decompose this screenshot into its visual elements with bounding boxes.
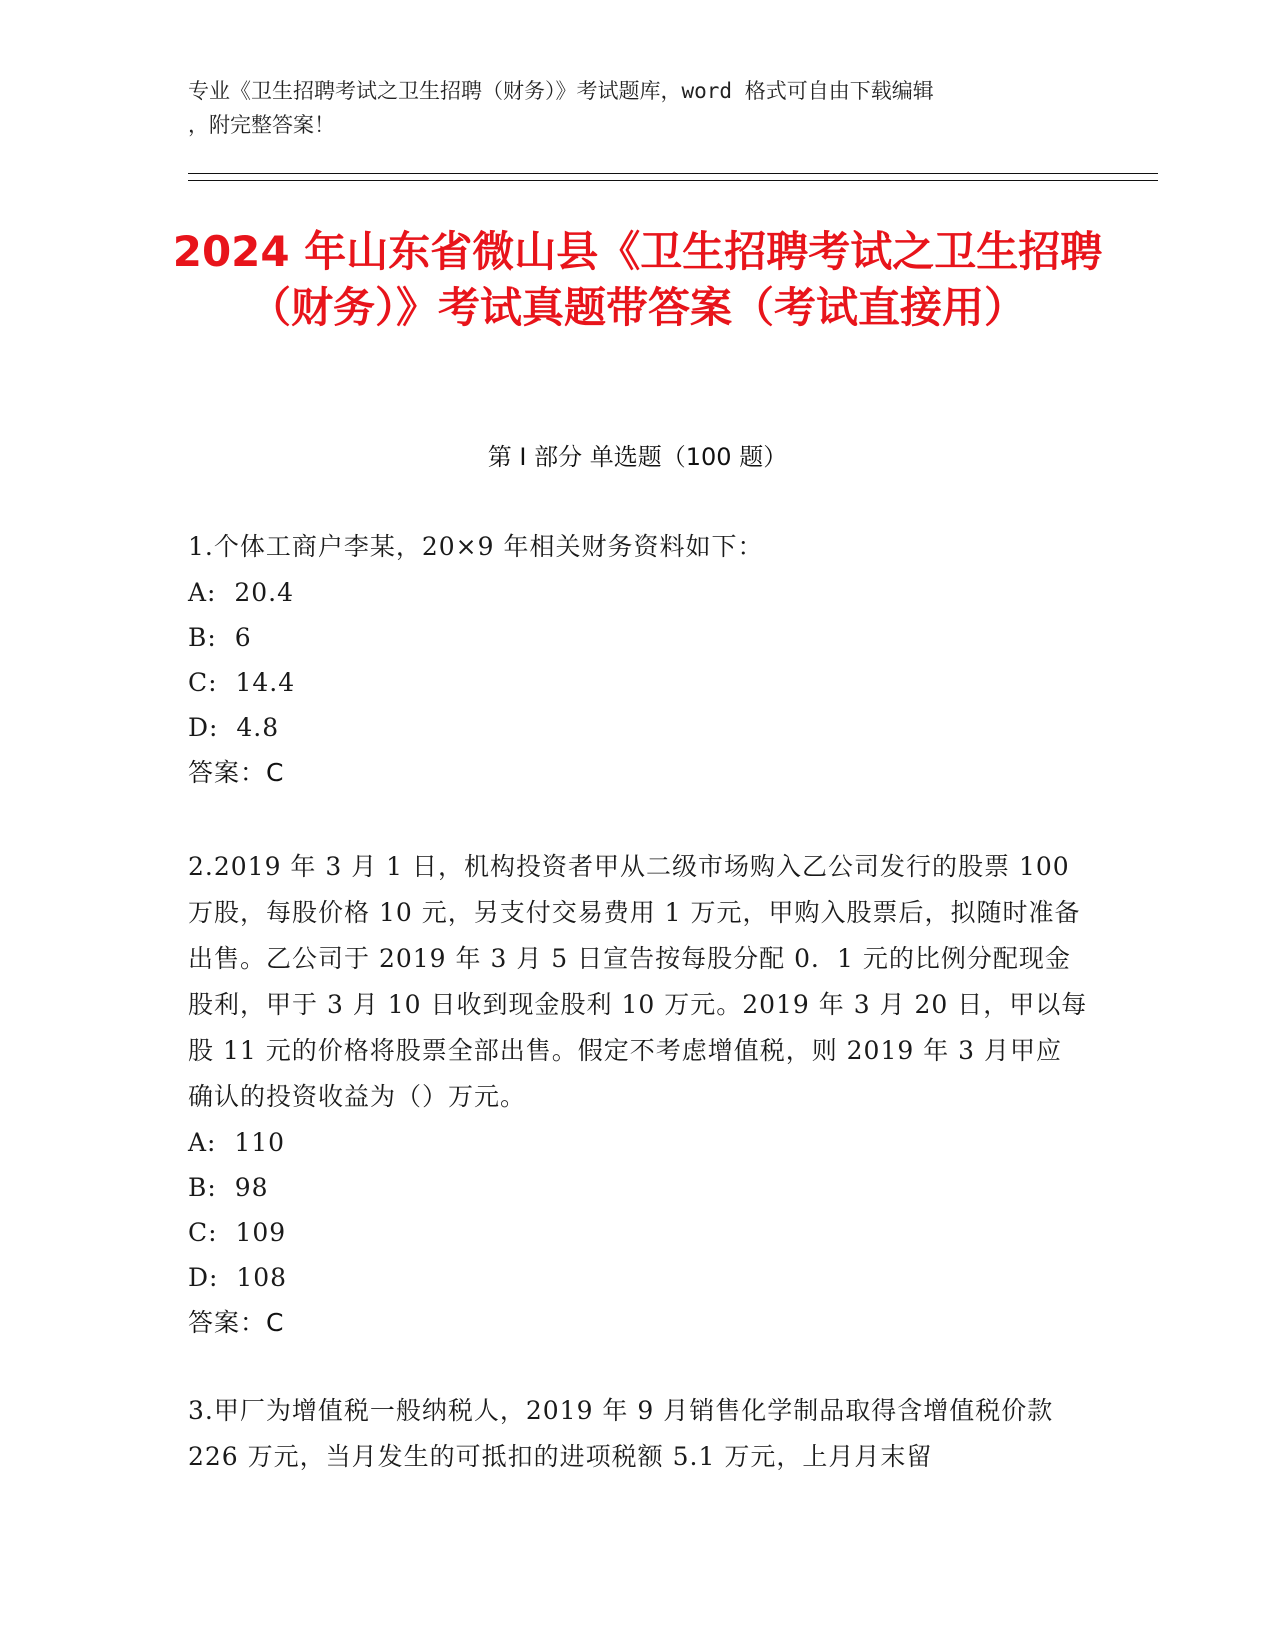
header-note-line-1: 专业《卫生招聘考试之卫生招聘（财务）》考试题库，word 格式可自由下载编辑 [188, 79, 934, 103]
question-1 [188, 524, 1088, 796]
header-note-line-2: ，附完整答案！ [188, 113, 335, 137]
option-b: B: 98 [188, 1173, 269, 1202]
question-stem: 1.个体工商户李某，20×9 年相关财务资料如下： [188, 532, 764, 561]
option-d: D: 4.8 [188, 713, 280, 742]
header-note [188, 74, 1068, 142]
question-stem: 3.甲厂为增值税一般纳税人，2019 年 9 月销售化学制品取得含增值税价款 226 万元，当月发生的可抵扣的进项税额 5.1 万元，上月月末留 [188, 1396, 1054, 1471]
answer-line: 答案：C [188, 758, 285, 787]
header-divider-top [188, 173, 1158, 174]
question-2 [188, 844, 1088, 1346]
option-a: A: 110 [188, 1128, 286, 1157]
option-d: D: 108 [188, 1263, 288, 1292]
option-b: B: 6 [188, 623, 252, 652]
option-c: C: 109 [188, 1218, 287, 1247]
document-title: 2024 年山东省微山县《卫生招聘考试之卫生招聘（财务）》考试真题带答案（考试直接用） [172, 227, 1103, 332]
question-stem: 2.2019 年 3 月 1 日，机构投资者甲从二级市场购入乙公司发行的股票 100 万股，每股价格 10 元，另支付交易费用 1 万元，甲购入股票后，拟随时准备出售。乙公司于 2019 年 3 月 5 日宣告按每股分配 0．1 元的比例分配现金股利，甲于 3 月 10 日收到现金股利 10 万元。2019 年 3 月 20 日，甲以每股 11 元的价格将股票全部出售。假定不考虑增值税，则 2019 年 3 月甲应确认的投资收益为（）万元。 [188, 852, 1088, 1111]
option-a: A: 20.4 [188, 578, 295, 607]
section-heading: 第 I 部分 单选题（100 题） [487, 443, 788, 471]
header-divider-bottom [188, 180, 1158, 181]
option-c: C: 14.4 [188, 668, 296, 697]
question-3 [188, 1388, 1088, 1480]
answer-line: 答案：C [188, 1308, 285, 1337]
